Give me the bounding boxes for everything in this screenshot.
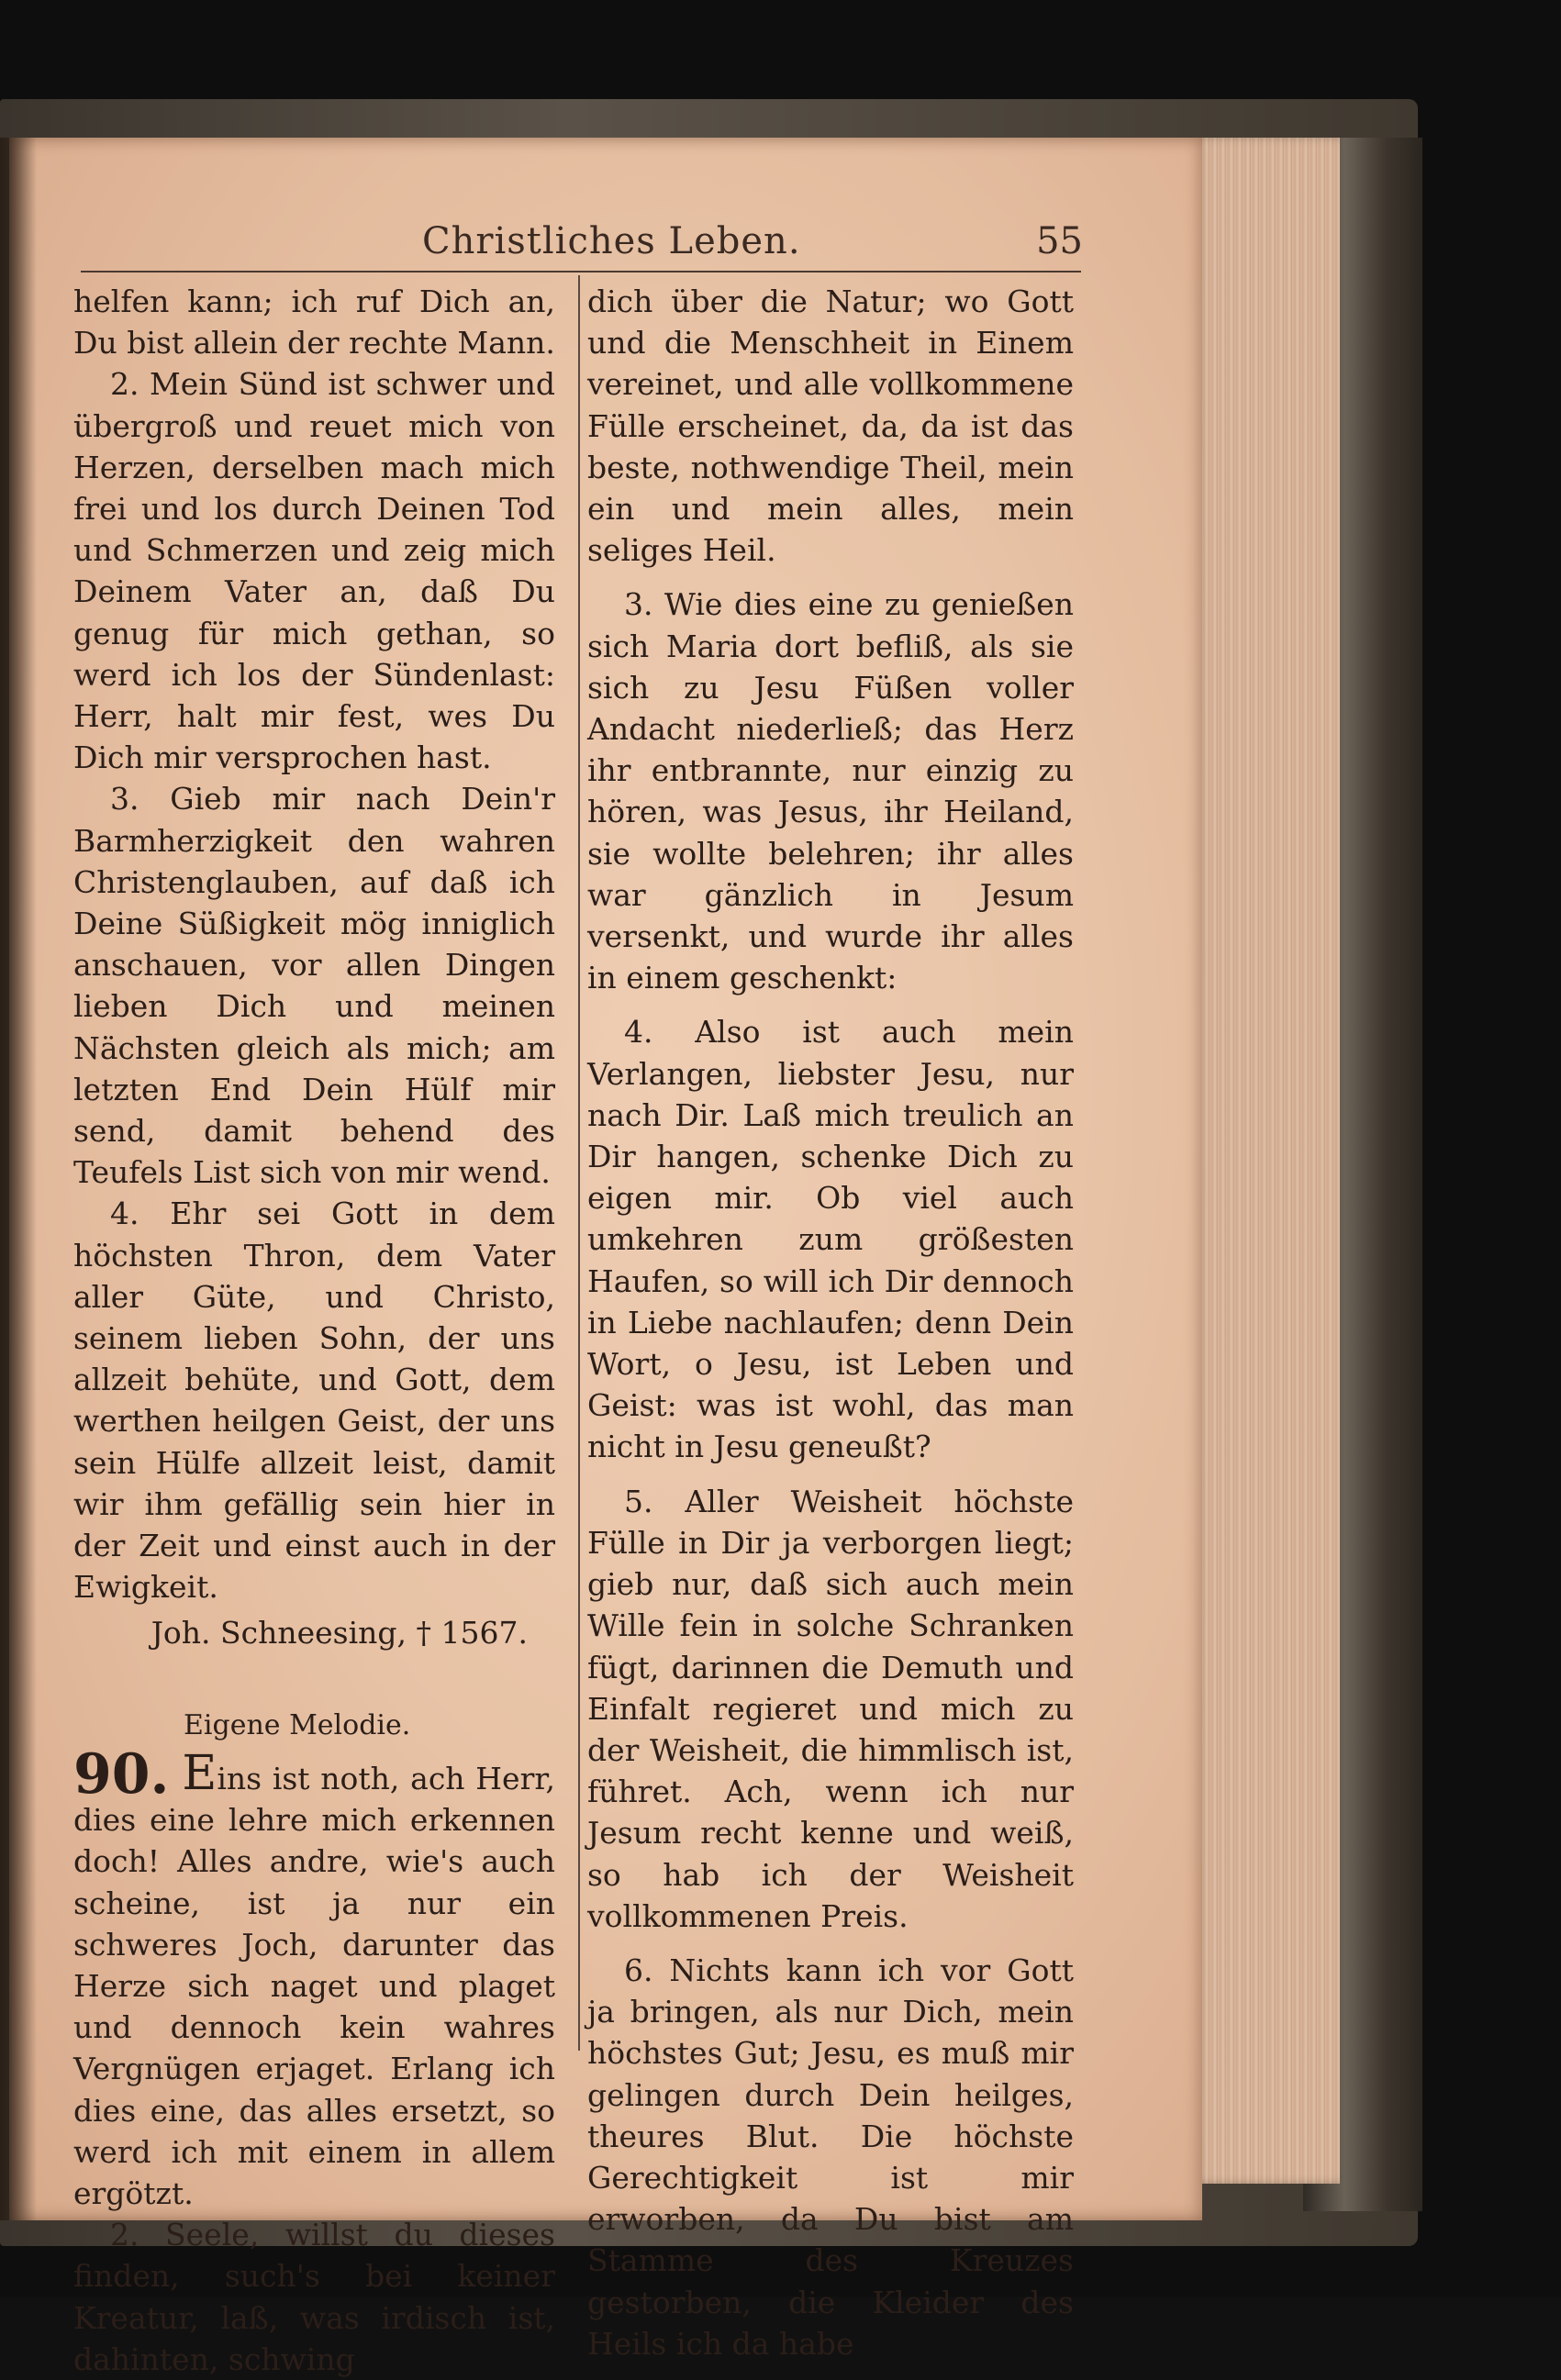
verse-3: 3. Wie dies eine zu genießen sich Maria dort befliß, als sie sich zu Jesu Füßen voller Andacht niederließ; das Herz ihr entbrannte, nur einzig zu hören, was Jesus, ihr Heiland, sie wollte belehren; ihr alles war gänzlich in Jesum versenkt, und wurde ihr alles in einem geschenkt: — [587, 586, 1074, 996]
page-header — [92, 220, 1083, 268]
page-number: 55 — [1036, 220, 1083, 262]
drop-cap: E — [182, 1745, 217, 1801]
hymn-number: 90. — [73, 1741, 170, 1807]
verse-text: helfen kann; ich ruf Dich an, Du bist allein der rechte Mann. — [73, 284, 555, 361]
verse-5: 5. Aller Weisheit höchste Fülle in Dir ja verborgen liegt; gieb nur, daß sich auch mein Wille fein in solche Schranken fügt, darinnen die Demuth und Einfalt regieret und mich zu der Weisheit, die himmlisch ist, führet. Ach, wenn ich nur Jesum recht kenne und weiß, so hab ich der Weisheit vollkommenen Preis. — [587, 1483, 1074, 1934]
hymn-90-verse-2: 2. Seele, willst du dieses finden, such's bei keiner Kreatur, laß, was irdisch ist, dahinten, schwing — [73, 2217, 555, 2377]
verse-1-text: ins ist noth, ach Herr, dies eine lehre mich erkennen doch! Alles andre, wie's auch scheine, ist ja nur ein schweres Joch, darunter das Herze sich naget und plaget und dennoch kein wahres Vergnügen erjaget. Erlang ich dies eine, das alles ersetzt, so werd ich mit einem in allem ergötzt. — [73, 1760, 555, 2211]
verse-6: 6. Nichts kann ich vor Gott ja bringen, als nur Dich, mein höchstes Gut; Jesu, es muß mir gelingen durch Dein heilges, theures Blut. Die höchste Gerechtigkeit ist mir erworben, da Du bist am Stamme des Kreuzes gestorben, die Kleider des Heils ich da habe — [587, 1952, 1074, 2362]
author-attribution: Joh. Schneesing, † 1567. — [151, 1614, 528, 1651]
hymn-90-verse-1 — [73, 1741, 555, 2214]
header-rule — [81, 271, 1081, 272]
spine-shadow — [0, 138, 37, 2220]
column-divider — [578, 275, 580, 2051]
verse-3: 3. Gieb mir nach Dein'r Barmherzigkeit den wahren Christenglauben, auf daß ich Deine Süßigkeit mög inniglich anschauen, vor allen Dingen lieben Dich und meinen Nächsten gleich als mich; am letzten End Dein Hülf mir send, damit behend des Teufels List sich von mir wend. — [73, 781, 555, 1191]
running-title: Christliches Leben. — [422, 220, 801, 262]
page-edges — [1193, 138, 1340, 2184]
verse-2: 2. Mein Sünd ist schwer und übergroß und reuet mich von Herzen, derselben mach mich frei und los durch Deinen Tod und Schmerzen und zeig mich Deinem Vater an, daß Du genug für mich gethan, so werd ich los der Sündenlast: Herr, halt mir fest, wes Du Dich mir versprochen hast. — [73, 366, 555, 776]
verse-text: dich über die Natur; wo Gott und die Menschheit in Einem vereinet, und alle vollkommene Fülle erscheinet, da, da ist das beste, nothwendige Theil, mein ein und mein alles, mein seliges Heil. — [587, 284, 1074, 569]
left-column — [73, 281, 555, 2380]
verse-4: 4. Ehr sei Gott in dem höchsten Thron, dem Vater aller Güte, und Christo, seinem lieben Sohn, der uns allzeit behüte, und Gott, dem werthen heilgen Geist, der uns sein Hülfe allzeit leist, damit wir ihm gefällig sein hier in der Zeit und einst auch in der Ewigkeit. — [73, 1196, 555, 1606]
right-column — [587, 281, 1074, 2364]
melody-note: Eigene Melodie. — [184, 1708, 411, 1741]
verse-4: 4. Also ist auch mein Verlangen, liebster Jesu, nur nach Dir. Laß mich treulich an Dir hangen, schenke Dich zu eigen mir. Ob viel auch umkehren zum größesten Haufen, so will ich Dir dennoch in Liebe nachlaufen; denn Dein Wort, o Jesu, ist Leben und Geist: was ist wohl, das man nicht in Jesu geneußt? — [587, 1014, 1074, 1465]
